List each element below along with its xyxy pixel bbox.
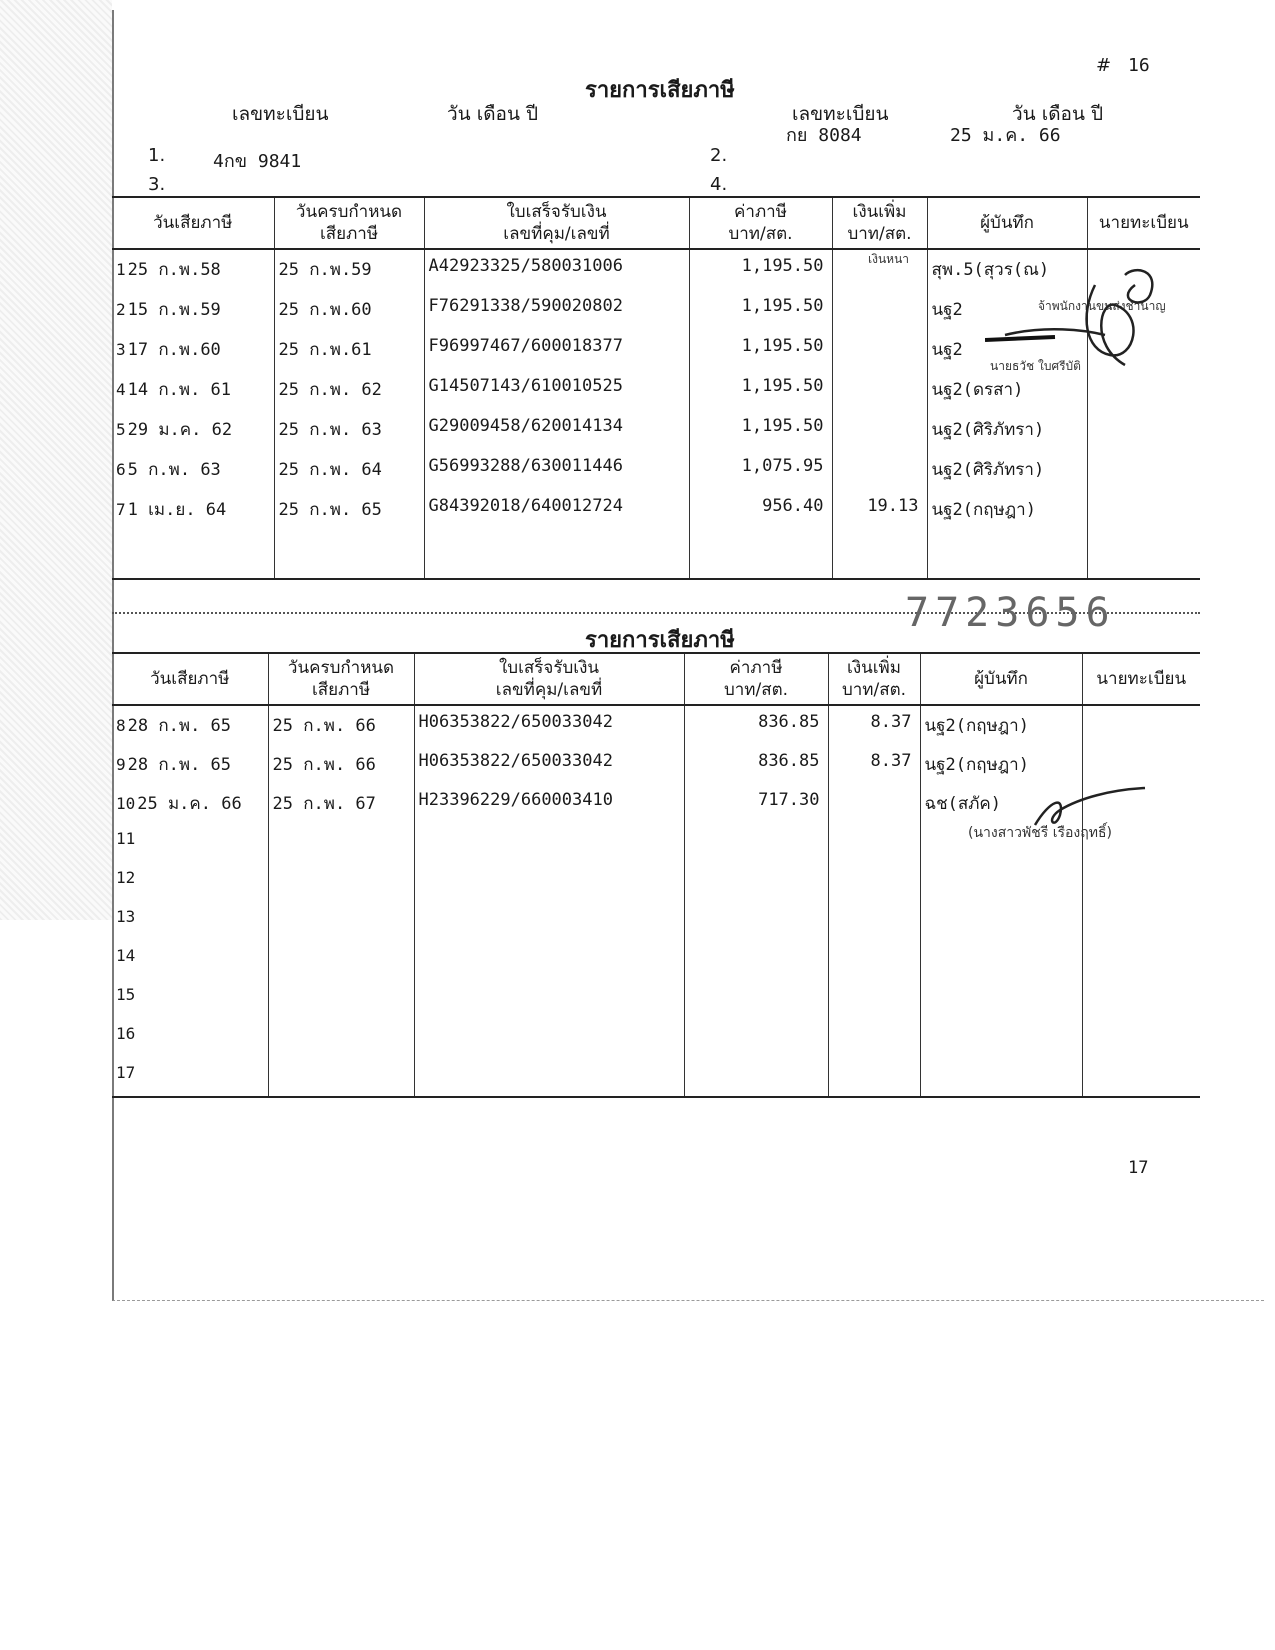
th-extra-line2: บาท/สต. (847, 224, 912, 244)
cell-receipt (414, 979, 684, 1018)
table1-header-row (112, 197, 1200, 249)
cell-extra: 8.37 (828, 705, 920, 745)
cell-recorder (920, 940, 1082, 979)
row-number: 13 (116, 907, 136, 926)
cell-tax (684, 901, 828, 940)
line-2-no: 2. (710, 145, 728, 166)
row-number: 8 (116, 716, 126, 735)
handwritten-note-officer: จ้าพนักงานขนส่งชำนาญ (1038, 299, 1166, 313)
cell-date-paid (112, 979, 268, 1018)
cell-recorder: นฐ2(ดรสา) (927, 370, 1087, 410)
row-number: 7 (116, 500, 126, 519)
date-paid: 28 ก.พ. 65 (127, 716, 232, 736)
th2-tax-line1: ค่าภาษี (729, 658, 783, 678)
cell-date-paid (112, 940, 268, 979)
date-paid: 5 ก.พ. 63 (127, 460, 221, 480)
table-row (112, 490, 1200, 530)
cell-tax (684, 1018, 828, 1057)
cell-extra (828, 823, 920, 862)
table-row (112, 979, 1200, 1018)
cell-receipt (414, 823, 684, 862)
row-number: 6 (116, 460, 126, 479)
th-tax-line2: บาท/สต. (728, 224, 793, 244)
th-registrar: นายทะเบียน (1087, 197, 1200, 249)
cell-receipt (414, 940, 684, 979)
stamp-number: 7723656 (905, 590, 1116, 636)
cell-tax: 1,195.50 (689, 410, 832, 450)
table-spacer-row (112, 530, 1200, 579)
cell-tax: 1,195.50 (689, 249, 832, 290)
cell-registrar (1082, 901, 1200, 940)
cell-recorder: นฐ2(กฤษฎา) (927, 490, 1087, 530)
th-date-paid: วันเสียภาษี (112, 197, 274, 249)
row-number: 9 (116, 755, 126, 774)
cell-extra (828, 862, 920, 901)
cell-receipt (414, 1018, 684, 1057)
row-number: 4 (116, 380, 126, 399)
th2-extra-line2: บาท/สต. (841, 680, 907, 700)
th-extra (832, 197, 927, 249)
cell-receipt: G29009458/620014134 (424, 410, 689, 450)
date-paid: 25 ก.พ.58 (127, 260, 221, 280)
cell-extra (828, 784, 920, 823)
cell-due-date: 25 ก.พ. 66 (268, 745, 414, 784)
cell-registrar (1082, 1018, 1200, 1057)
row-number: 17 (116, 1063, 136, 1082)
cell-date-paid (112, 862, 268, 901)
cell-date-paid (112, 450, 274, 490)
cell-registrar (1082, 745, 1200, 784)
cell-recorder: สุพ.5(สุวร(ณ) (927, 249, 1087, 290)
cell-recorder (920, 862, 1082, 901)
cell-due-date (268, 1018, 414, 1057)
cell-tax: 956.40 (689, 490, 832, 530)
cell-recorder: นฐ2 (927, 290, 1087, 330)
line-4-no: 4. (710, 174, 728, 195)
th-recorder: ผู้บันทึก (927, 197, 1087, 249)
date-paid: 29 ม.ค. 62 (127, 420, 233, 440)
empty-cell (274, 530, 424, 579)
th-receipt-line2: เลขที่คุม/เลขที่ (503, 224, 610, 244)
page-number-top: 16 (1128, 55, 1150, 76)
label-date-2: วัน เดือน ปี (1012, 103, 1104, 125)
th2-receipt-line1: ใบเสร็จรับเงิน (498, 658, 600, 678)
cell-registrar (1082, 940, 1200, 979)
cell-extra: 19.13 (832, 490, 927, 530)
cell-date-paid (112, 1057, 268, 1097)
cell-tax (684, 862, 828, 901)
cell-registrar (1087, 410, 1200, 450)
row-number: 16 (116, 1024, 136, 1043)
th-due-line1: วันครบกำหนด (295, 202, 403, 222)
th2-tax (684, 653, 828, 705)
cell-extra (828, 979, 920, 1018)
cell-tax (684, 979, 828, 1018)
registrar-signature-1 (985, 255, 1175, 385)
cell-tax (684, 1057, 828, 1097)
cell-extra: 8.37 (828, 745, 920, 784)
cell-due-date: 25 ก.พ. 62 (274, 370, 424, 410)
cell-recorder: นฐ2(กฤษฎา) (920, 745, 1082, 784)
reg-value-2: กย 8084 (786, 125, 862, 146)
cell-due-date: 25 ก.พ. 67 (268, 784, 414, 823)
th-tax-line1: ค่าภาษี (734, 202, 787, 222)
cell-recorder: ฉช(สภัค) (920, 784, 1082, 823)
th2-receipt-line2: เลขที่คุม/เลขที่ (495, 680, 603, 700)
cell-due-date (268, 823, 414, 862)
cell-recorder (920, 1057, 1082, 1097)
cell-date-paid (112, 901, 268, 940)
cell-tax: 836.85 (684, 745, 828, 784)
cell-due-date (268, 901, 414, 940)
cell-date-paid (112, 705, 268, 745)
page-number-bottom: 17 (1128, 1158, 1149, 1178)
cell-due-date (268, 1057, 414, 1097)
tax-table-2 (112, 652, 1200, 1098)
cell-receipt: G56993288/630011446 (424, 450, 689, 490)
table2-header-row (112, 653, 1200, 705)
row-number: 2 (116, 300, 126, 319)
th2-extra-line1: เงินเพิ่ม (847, 658, 901, 678)
cell-extra (828, 901, 920, 940)
table-row (112, 940, 1200, 979)
table-row (112, 410, 1200, 450)
top-title: รายการเสียภาษี (585, 78, 735, 103)
cell-date-paid (112, 1018, 268, 1057)
table-row (112, 1018, 1200, 1057)
handwritten-note-small: เงินหนา (868, 252, 910, 266)
cell-receipt (414, 862, 684, 901)
table-row (112, 705, 1200, 745)
empty-cell (927, 530, 1087, 579)
cell-tax: 1,195.50 (689, 370, 832, 410)
row-number: 10 (116, 794, 136, 813)
date-paid: 15 ก.พ.59 (127, 300, 221, 320)
row-number: 14 (116, 946, 136, 965)
cell-receipt: F96997467/600018377 (424, 330, 689, 370)
cell-due-date: 25 ก.พ.59 (274, 249, 424, 290)
cell-receipt: G14507143/610010525 (424, 370, 689, 410)
th2-registrar: นายทะเบียน (1082, 653, 1200, 705)
cell-extra (828, 1057, 920, 1097)
th2-recorder: ผู้บันทึก (920, 653, 1082, 705)
cell-extra (832, 290, 927, 330)
cell-recorder (920, 979, 1082, 1018)
cell-extra (828, 940, 920, 979)
empty-cell (689, 530, 832, 579)
table-row (112, 862, 1200, 901)
cell-date-paid (112, 823, 268, 862)
cell-registrar (1082, 705, 1200, 745)
cell-recorder: นฐ2(ศิริภัทรา) (927, 450, 1087, 490)
cell-recorder (920, 1018, 1082, 1057)
cell-tax: 1,195.50 (689, 290, 832, 330)
th2-date-paid: วันเสียภาษี (112, 653, 268, 705)
date-value-2: 25 ม.ค. 66 (950, 125, 1061, 146)
handwritten-note-bottom: (นางสาวพัชรี เรืองฤทธิ์) (968, 825, 1112, 841)
empty-cell (832, 530, 927, 579)
bottom-title: รายการเสียภาษี (585, 628, 735, 653)
cell-receipt: G84392018/640012724 (424, 490, 689, 530)
row-number: 5 (116, 420, 126, 439)
cell-tax: 836.85 (684, 705, 828, 745)
cell-extra (832, 370, 927, 410)
cell-due-date: 25 ก.พ.61 (274, 330, 424, 370)
th-due-line2: เสียภาษี (319, 224, 379, 244)
cell-receipt: A42923325/580031006 (424, 249, 689, 290)
th-receipt-line1: ใบเสร็จรับเงิน (506, 202, 607, 222)
handwritten-note-name: นายธวัช ใบศรีบัติ (990, 359, 1081, 373)
tax-table-1 (112, 196, 1200, 580)
scan-edge-texture (0, 0, 112, 920)
cell-date-paid (112, 410, 274, 450)
cell-registrar (1082, 979, 1200, 1018)
cell-extra (832, 330, 927, 370)
registrar-signature-2 (1030, 780, 1150, 840)
row-number: 15 (116, 985, 136, 1004)
cell-due-date: 25 ก.พ. 66 (268, 705, 414, 745)
cell-due-date: 25 ก.พ.60 (274, 290, 424, 330)
cell-tax (684, 823, 828, 862)
date-paid: 25 ม.ค. 66 (137, 794, 242, 814)
date-paid: 17 ก.พ.60 (127, 340, 221, 360)
table-row (112, 745, 1200, 784)
table-row (112, 1057, 1200, 1097)
th-due-date (274, 197, 424, 249)
empty-cell (1087, 530, 1200, 579)
cell-due-date: 25 ก.พ. 63 (274, 410, 424, 450)
cell-tax: 1,075.95 (689, 450, 832, 490)
cell-tax (684, 940, 828, 979)
cell-date-paid (112, 370, 274, 410)
corner-mark: # (1096, 55, 1112, 76)
label-date: วัน เดือน ปี (447, 103, 539, 125)
th2-tax-line2: บาท/สต. (723, 680, 789, 700)
th-receipt (424, 197, 689, 249)
cell-due-date (268, 862, 414, 901)
cell-date-paid (112, 249, 274, 290)
th2-extra (828, 653, 920, 705)
cell-tax: 1,195.50 (689, 330, 832, 370)
cell-due-date (268, 940, 414, 979)
cell-due-date: 25 ก.พ. 64 (274, 450, 424, 490)
cell-receipt (414, 1057, 684, 1097)
row-number: 3 (116, 340, 126, 359)
cell-receipt: H06353822/650033042 (414, 705, 684, 745)
row-number: 12 (116, 868, 136, 887)
th-extra-line1: เงินเพิ่ม (852, 202, 907, 222)
th-tax (689, 197, 832, 249)
cell-extra (832, 450, 927, 490)
cell-extra (832, 410, 927, 450)
cell-registrar (1087, 490, 1200, 530)
cell-due-date (268, 979, 414, 1018)
cell-extra (828, 1018, 920, 1057)
cell-date-paid (112, 490, 274, 530)
cell-recorder (920, 901, 1082, 940)
line-3-no: 3. (148, 174, 166, 195)
line-1-reg: 4กข 9841 (213, 151, 302, 172)
cell-tax: 717.30 (684, 784, 828, 823)
label-reg: เลขทะเบียน (232, 103, 329, 125)
empty-cell (424, 530, 689, 579)
cell-registrar (1087, 450, 1200, 490)
cell-recorder: นฐ2(กฤษฎา) (920, 705, 1082, 745)
table2-body (112, 705, 1200, 1097)
cell-receipt: F76291338/590020802 (424, 290, 689, 330)
cell-recorder: นฐ2(ศิริภัทรา) (927, 410, 1087, 450)
cell-due-date: 25 ก.พ. 65 (274, 490, 424, 530)
cell-date-paid (112, 290, 274, 330)
th2-due-line1: วันครบกำหนด (287, 658, 395, 678)
date-paid: 14 ก.พ. 61 (127, 380, 232, 400)
table-row (112, 450, 1200, 490)
row-number: 1 (116, 260, 126, 279)
th2-due-line2: เสียภาษี (311, 680, 371, 700)
th2-due-date (268, 653, 414, 705)
date-paid: 28 ก.พ. 65 (127, 755, 232, 775)
cell-receipt: H23396229/660003410 (414, 784, 684, 823)
cell-date-paid (112, 330, 274, 370)
cell-registrar (1082, 862, 1200, 901)
table-row (112, 901, 1200, 940)
cell-date-paid (112, 784, 268, 823)
line-1-no: 1. (148, 145, 166, 166)
date-paid: 1 เม.ย. 64 (127, 500, 227, 520)
label-reg-2: เลขทะเบียน (792, 103, 889, 125)
empty-cell (112, 530, 274, 579)
row-number: 11 (116, 829, 136, 848)
cell-recorder: นฐ2 (927, 330, 1087, 370)
th2-receipt (414, 653, 684, 705)
cell-receipt (414, 901, 684, 940)
cell-registrar (1082, 1057, 1200, 1097)
cell-date-paid (112, 745, 268, 784)
cell-receipt: H06353822/650033042 (414, 745, 684, 784)
